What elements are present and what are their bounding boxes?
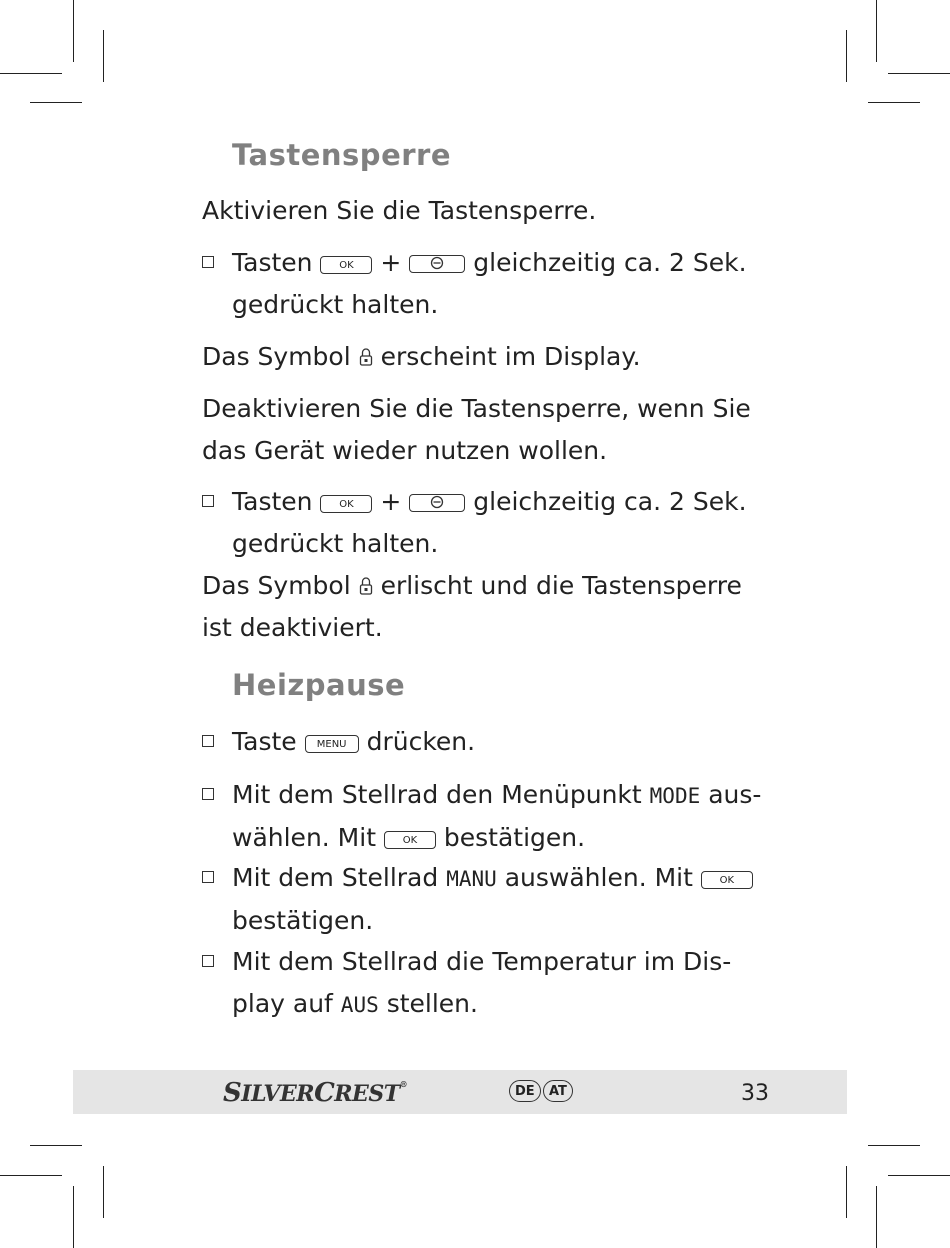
registered-mark: ® [399,1079,408,1089]
crop-mark [846,1166,847,1218]
crop-mark [73,1186,74,1248]
plus-sign: + [380,487,402,516]
crop-mark [888,1175,950,1176]
step-text: aus- [708,780,762,809]
menu-key-icon: MENU [305,735,359,753]
ok-key-icon: OK [384,831,436,849]
checkbox-bullet [202,871,214,883]
step-text: Taste [232,727,297,756]
crop-mark [30,1145,82,1146]
step-text: play auf [232,989,333,1018]
step-text: stellen. [386,989,478,1018]
checkbox-bullet [202,735,214,747]
step-text: bestätigen. [443,823,586,852]
checkbox-bullet [202,495,214,507]
lock-icon [359,576,373,596]
step-text: Mit dem Stellrad den Menüpunkt [232,780,642,809]
crop-mark [868,1145,920,1146]
clock-icon [430,256,444,270]
brand-letter: S [223,1078,242,1108]
crop-mark [0,1175,62,1176]
lcd-aus-text: AUS [340,993,379,1017]
crop-mark [846,30,847,82]
crop-mark [103,30,104,82]
lock-deactivate-2: das Gerät wieder nutzen wollen. [202,436,608,465]
lcd-manu-text: MANU [446,867,497,891]
crop-mark [888,73,950,74]
plus-sign: + [380,248,402,277]
lock-symbol-off-1 [202,565,742,607]
crop-mark [868,102,920,103]
page-number: 33 [741,1081,769,1106]
crop-mark [0,73,62,74]
clock-icon [430,495,444,509]
crop-mark [876,0,877,62]
ok-key-icon: OK [701,871,753,889]
crop-mark [73,0,74,62]
text: erscheint im Display. [380,342,641,371]
checkbox-bullet [202,256,214,268]
brand-text: ILVER [241,1081,315,1107]
step-text: Tasten [232,248,313,277]
brand-letter: C [314,1078,335,1108]
clock-key-icon [409,494,465,512]
text: erlischt und die Tastensperre [380,571,742,600]
crop-mark [103,1166,104,1218]
step-text: gedrückt halten. [232,290,439,319]
lock-symbol-appears [202,336,641,378]
brand-logo [223,1078,407,1108]
text: Das Symbol [202,571,351,600]
checkbox-bullet [202,955,214,967]
lock-deactivate-1: Deaktivieren Sie die Tastensperre, wenn Sie [202,394,751,423]
lcd-mode-text: MODE [649,784,701,808]
step-text: Tasten [232,487,313,516]
ok-key-icon: OK [320,256,372,274]
brand-text: REST [334,1081,400,1107]
step-text: gedrückt halten. [232,529,439,558]
step-text: auswählen. Mit [504,863,693,892]
step-text: Mit dem Stellrad die Temperatur im Dis- [232,947,732,976]
ok-key-icon: OK [320,495,372,513]
lock-intro: Aktivieren Sie die Tastensperre. [202,196,597,225]
crop-mark [30,102,82,103]
checkbox-bullet [202,788,214,800]
lock-icon [359,347,373,367]
crop-mark [876,1186,877,1248]
step-text: Mit dem Stellrad [232,863,439,892]
page-footer [73,1070,847,1114]
step-text: wählen. Mit [232,823,376,852]
section-title-pause: Heizpause [232,668,406,702]
step-text: drücken. [366,727,476,756]
step-text: gleichzeitig ca. 2 Sek. [473,248,747,277]
step-text: gleichzeitig ca. 2 Sek. [473,487,747,516]
country-badge-de: DE [509,1080,541,1102]
text: Das Symbol [202,342,351,371]
country-badge-at: AT [543,1080,573,1102]
lock-symbol-off-2: ist deaktiviert. [202,613,383,642]
section-title-lock: Tastensperre [232,138,452,172]
clock-key-icon [409,255,465,273]
step-text: bestätigen. [232,906,374,935]
